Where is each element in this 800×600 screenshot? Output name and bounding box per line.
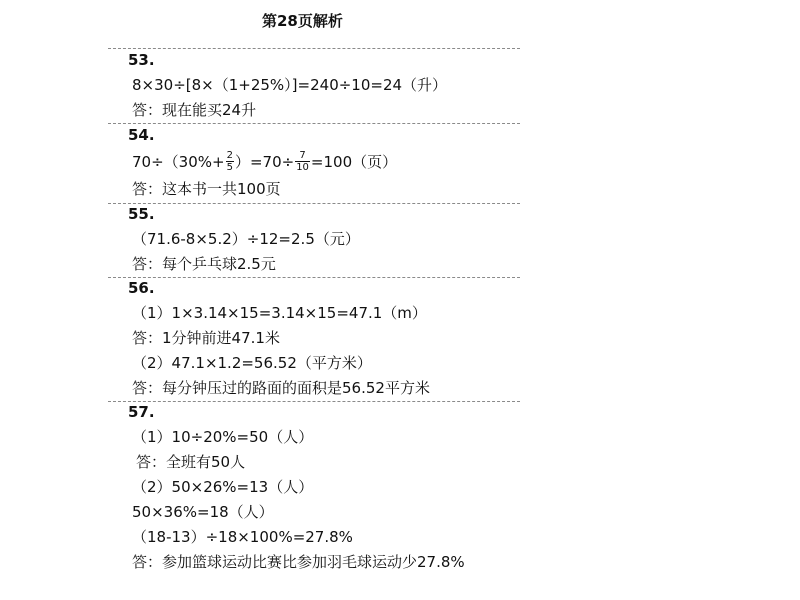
question-number-53: 53. [128, 51, 155, 69]
q57-calculation-1: （1）10÷20%=50（人） [132, 428, 314, 446]
q54-calc-part-a: 70÷（30%+ [132, 153, 225, 171]
q54-calc-part-b: ）=70÷ [234, 153, 295, 171]
divider [108, 48, 520, 49]
q54-calculation [132, 151, 397, 174]
q53-calculation: 8×30÷[8×（1+25%）]=240÷10=24（升） [132, 76, 448, 94]
question-number-57: 57. [128, 403, 155, 421]
q57-calculation-3: 50×36%=18（人） [132, 503, 274, 521]
divider [108, 401, 520, 402]
question-number-55: 55. [128, 205, 155, 223]
q53-answer: 答：现在能买24升 [132, 101, 257, 119]
question-number-54: 54. [128, 126, 155, 144]
page-title: 第28页解析 [262, 12, 343, 30]
divider [108, 203, 520, 204]
q54-answer: 答：这本书一共100页 [132, 180, 281, 198]
q56-calculation-1: （1）1×3.14×15=3.14×15=47.1（m） [132, 304, 427, 322]
q57-answer-1: 答：全班有50人 [136, 453, 246, 471]
fraction-numerator: 7 [295, 150, 310, 162]
q56-answer-2: 答：每分钟压过的路面的面积是56.52平方米 [132, 379, 430, 397]
fraction-numerator: 2 [226, 150, 233, 161]
question-number-56: 56. [128, 279, 155, 297]
fraction-denominator: 10 [296, 162, 309, 173]
q57-calculation-2: （2）50×26%=13（人） [132, 478, 314, 496]
divider [108, 123, 520, 124]
q57-calculation-4: （18-13）÷18×100%=27.8% [132, 528, 353, 546]
fraction-seven-tenths [295, 150, 310, 173]
divider [108, 277, 520, 278]
fraction-denominator: 5 [226, 162, 233, 173]
fraction-two-fifths [226, 150, 234, 173]
q57-answer-2: 答：参加篮球运动比赛比参加羽毛球运动少27.8% [132, 553, 465, 571]
q55-answer: 答：每个乒乓球2.5元 [132, 255, 276, 273]
q54-calc-part-c: =100（页） [310, 153, 398, 171]
q56-answer-1: 答：1分钟前进47.1米 [132, 329, 280, 347]
q56-calculation-2: （2）47.1×1.2=56.52（平方米） [132, 354, 372, 372]
q55-calculation: （71.6-8×5.2）÷12=2.5（元） [132, 230, 360, 248]
